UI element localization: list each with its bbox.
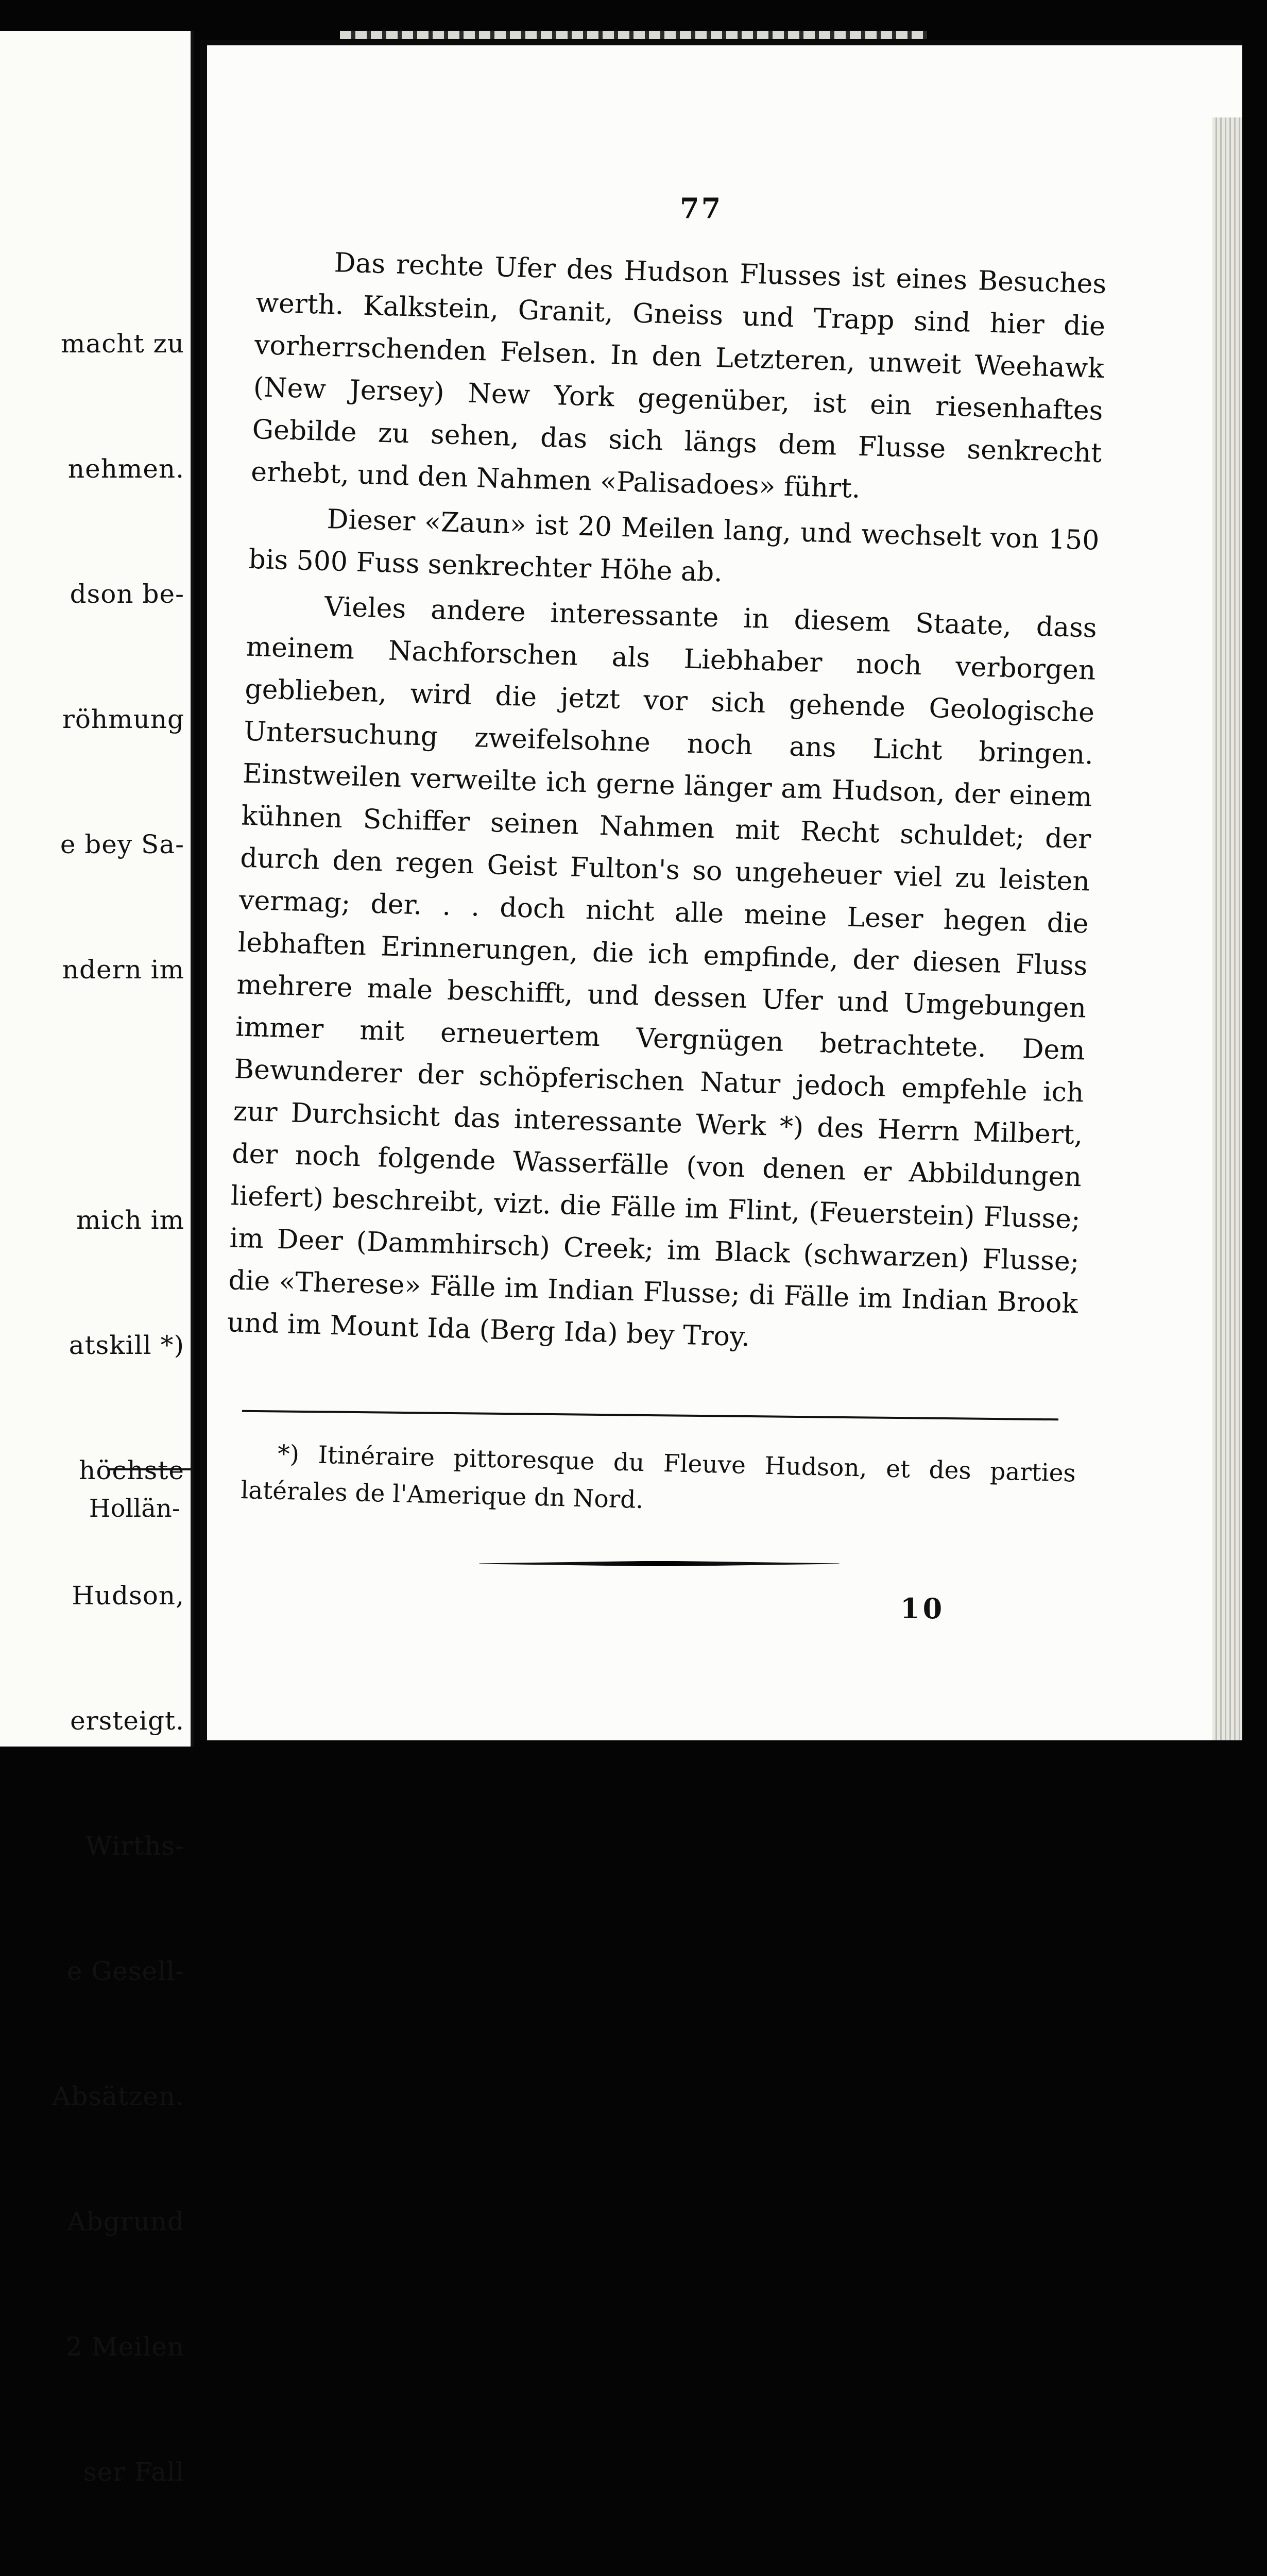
signature-mark: 10 <box>900 1592 946 1625</box>
left-line: Hudson, <box>72 1581 184 1611</box>
left-line: ersteigt. <box>70 1706 184 1736</box>
paragraph: Dieser «Zaun» ist 20 Meilen lang, und wechselt von 150 bis 500 Fuss senkrechter Höhe ab. <box>248 503 1100 588</box>
left-line <box>0 1074 184 1116</box>
left-line: nehmen. <box>67 454 184 484</box>
left-footnote-rule <box>108 1468 191 1470</box>
left-line: mich im <box>76 1205 184 1235</box>
left-line: atskill *) <box>69 1330 184 1360</box>
left-line: Wirths- <box>85 1831 184 1861</box>
top-edge-ornament <box>340 31 927 39</box>
left-line: e Gesell- <box>66 1956 184 1986</box>
body-text <box>227 240 1107 1370</box>
left-line: e bey Sa- <box>60 829 184 859</box>
left-page-text <box>0 240 184 2576</box>
left-line: macht zu <box>61 329 184 359</box>
left-line: Abgrund <box>67 2207 184 2236</box>
left-line: 2 Meilen <box>65 2332 184 2362</box>
page-number: 77 <box>680 192 723 225</box>
footnote: *) Itinéraire pittoresque du Fleuve Hudson, et des parties latérales de l'Amerique dn Nord. <box>240 1439 1076 1515</box>
paragraph: Das rechte Ufer des Hudson Flusses ist eines Besuches werth. Kalkstein, Granit, Gneiss und Trapp sind hier die vorherrschenden Felsen. In den Letzteren, unweit Weehawk (New Jersey) New York gegenüber, ist ein riesenhaftes Gebilde zu sehen, das sich längs dem Flusse senkrecht erhebt, und den Nahmen «Palisadoes» führt. <box>250 247 1107 504</box>
left-footnote-fragment: Hollän- <box>89 1494 180 1523</box>
page-edge-stack <box>1212 117 1242 1740</box>
left-line: ser Fall <box>83 2457 184 2487</box>
left-line: Absätzen. <box>52 2081 184 2111</box>
left-line: ndern im <box>62 955 184 985</box>
left-facing-page <box>0 31 191 2487</box>
left-line: röhmung <box>62 704 184 734</box>
paragraph: Vieles andere interessante in diesem Staate, dass meinem Nachforschen als Liebhaber noch verborgen geblieben, wird die jetzt vor sich gehende Geologische Untersuchung zweifelsohne noch ans Licht bringen. Einstweilen verweilte ich gerne länger am Hudson, der einem kühnen Schiffer seinen Nahmen mit Recht schuldet; der durch den regen Geist Fulton's so ungeheuer viel zu leisten vermag; der. . . doch nicht alle meine Leser hegen die lebhaften Erinnerungen, die ich empfinde, der diesen Fluss mehrere male beschifft, und dessen Ufer und Umgebungen immer mit erneuertem Vergnügen betrachtete. Dem Bewunderer der schöpferischen Natur jedoch empfehle ich zur Durchsicht das interessante Werk *) des Herrn Milbert, der noch folgende Wasserfälle (von denen er Abbildungen liefert) beschreibt, vizt. die Fälle im Flint, (Feuerstein) Flusse; im Deer (Dammhirsch) Creek; im Black (schwarzen) Flusse; die «Therese» Fälle im Indian Flusse; di Fälle im Indian Brook und im Mount Ida (Berg Ida) bey Troy. <box>227 591 1098 1353</box>
left-line: dson be- <box>70 579 184 609</box>
left-line: höchste <box>79 1455 184 1485</box>
